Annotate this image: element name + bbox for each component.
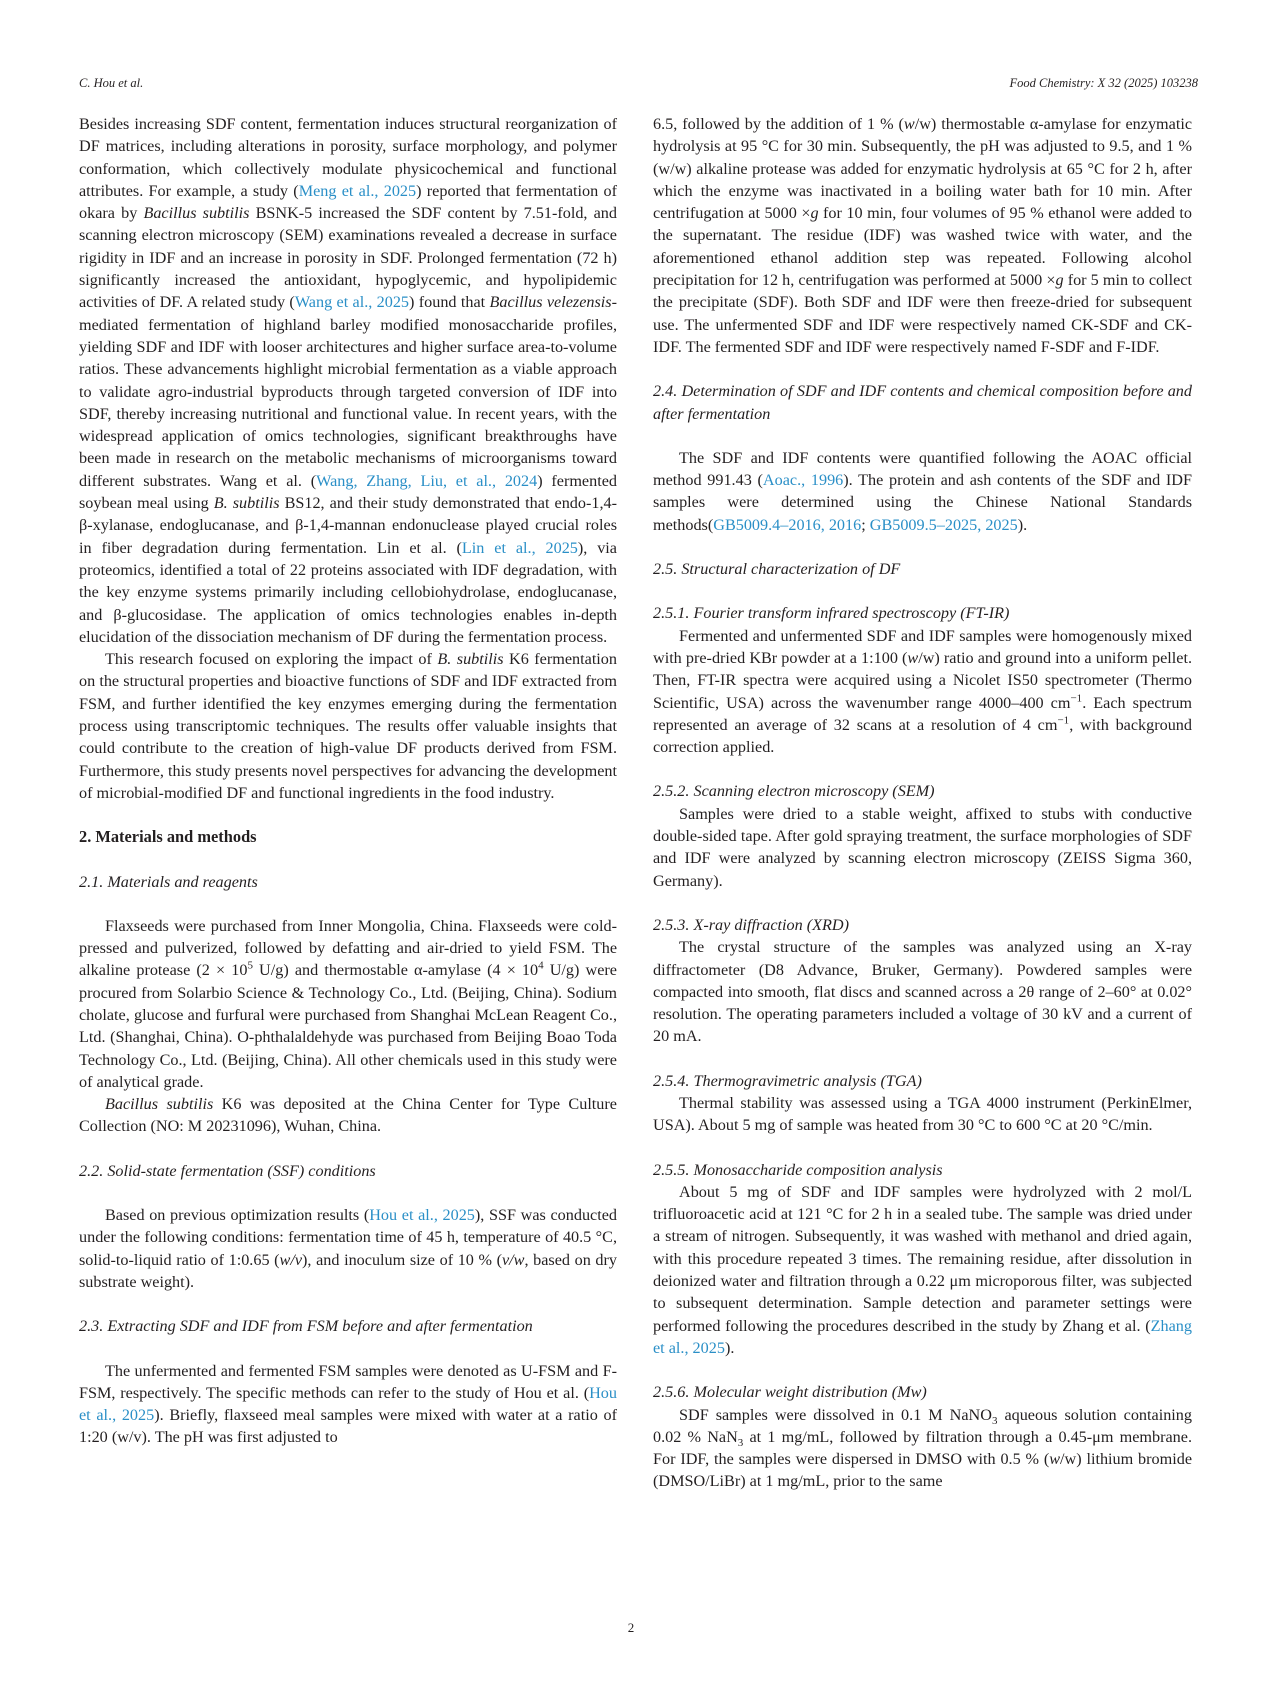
paragraph-strain: Bacillus subtilis K6 was deposited at the China Center for Type Culture Collection (NO: M 20231096), Wuhan, China.	[79, 1095, 617, 1136]
citation-link[interactable]: GB5009.4–2016, 2016	[713, 515, 862, 534]
citation-link[interactable]: Hou et al., 2025	[369, 1206, 475, 1225]
intro-paragraph-2: This research focused on exploring the impact of B. subtilis K6 fermentation on the structural properties and bioactive functions of SDF and IDF extracted from FSM, and further identified the key enzymes emerging during the fermentation process using transcriptomic techniques. The results offer valuable insights that could contribute to the creation of high-value DF products derived from FSM. Furthermore, this study presents novel perspectives for advancing the development of microbial-modified DF and functional ingredients in the food industry.	[79, 650, 617, 802]
paragraph-molecular-weight: SDF samples were dissolved in 0.1 M NaNO$_3$ aqueous solution containing 0.02 % NaN$_3$ at 1 mg/mL, followed by filtration through a 0.45-μm membrane. For IDF, the samples were dispersed in DMSO with 0.5 % (w/w) lithium bromide (DMSO/LiBr) at 1 mg/mL, prior to the same	[653, 1405, 1192, 1491]
subsubsection-heading-2-5-5: 2.5.5. Monosaccharide composition analysis	[653, 1160, 943, 1179]
paragraph-materials: Flaxseeds were purchased from Inner Mongolia, China. Flaxseeds were cold-pressed and pulverized, followed by defatting and air-dried to yield FSM. The alkaline protease ($2 \times 10^5$ U/g) and thermostable α-amylase ($4 \times 10^4$ U/g) were procured from Solarbio Science & Technology Co., Ltd. (Beijing, China). Sodium cholate, glucose and furfural were purchased from Shanghai McLean Reagent Co., Ltd. (Shanghai, China). O-phthalaldehyde was purchased from Beijing Boao Toda Technology Co., Ltd. (Beijing, China). All other chemicals used in this study were of analytical grade.	[79, 916, 617, 1091]
section-heading-materials-methods: 2. Materials and methods	[79, 827, 257, 847]
paragraph-monosaccharide: About 5 mg of SDF and IDF samples were hydrolyzed with 2 mol/L trifluoroacetic acid at 121 °C for 2 h in a sealed tube. The sample was dried under a stream of nitrogen. Subsequently, it was washed with methanol and dried again, with this procedure repeated 3 times. The remaining residue, after dissolution in deionized water and filtration through a 0.22 μm microporous filter, was subjected to subsequent determination. Sample detection and parameter settings were performed following the procedures described in the study by Zhang et al. (Zhang et al., 2025).	[653, 1182, 1192, 1357]
subsection-heading-2-5: 2.5. Structural characterization of DF	[653, 560, 901, 579]
subsection-heading-2-4: 2.4. Determination of SDF and IDF contents and chemical composition before and after fermentation	[653, 382, 1192, 423]
paragraph-tga: Thermal stability was assessed using a TGA 4000 instrument (PerkinElmer, USA). About 5 mg of sample was heated from 30 °C to 600 °C at 20 °C/min.	[653, 1093, 1192, 1135]
paragraph-ssf-conditions: Based on previous optimization results (Hou et al., 2025), SSF was conducted under the following conditions: fermentation time of 45 h, temperature of 40.5 °C, solid-to-liquid ratio of 1:0.65 (w/v), and inoculum size of 10 % (v/w, based on dry substrate weight).	[79, 1206, 617, 1291]
paragraph-ftir: Fermented and unfermented SDF and IDF samples were homogenously mixed with pre-dried KBr powder at a 1:100 (w/w) ratio and ground into a uniform pellet. Then, FT-IR spectra were acquired using a Nicolet IS50 spectrometer (Thermo Scientific, USA) across the wavenumber range 4000–400 $cm^{-1}$. Each spectrum represented an average of 32 scans at a resolution of 4 $cm^{-1}$, with background correction applied.	[653, 626, 1193, 757]
subsubsection-heading-2-5-6: 2.5.6. Molecular weight distribution (Mw)	[653, 1383, 927, 1402]
paragraph-extraction-continued: 6.5, followed by the addition of 1 % (w/w) thermostable α-amylase for enzymatic hydrolysis at 95 °C for 30 min. Subsequently, the pH was adjusted to 9.5, and 1 % (w/w) alkaline protease was added for enzymatic hydrolysis at 65 °C for 2 h, after which the enzyme was inactivated in a boiling water bath for 10 min. After centrifugation at 5000 ×g for 10 min, four volumes of 95 % ethanol were added to the supernatant. The residue (IDF) was washed twice with water, and the aforementioned ethanol addition step was repeated. Following alcohol precipitation for 12 h, centrifugation was performed at 5000 ×g for 5 min to collect the precipitate (SDF). Both SDF and IDF were then freeze-dried for subsequent use. The unfermented SDF and IDF were respectively named CK-SDF and CK-IDF. The fermented SDF and IDF were respectively named F-SDF and F-IDF.	[653, 115, 1193, 356]
right-column	[653, 113, 1192, 1493]
intro-paragraph-1: Besides increasing SDF content, fermentation induces structural reorganization of DF matrices, including alterations in porosity, surface morphology, and polymer conformation, which collectively modulate physicochemical and functional attributes. For example, a study (Meng et al., 2025) reported that fermentation of okara by Bacillus subtilis BSNK-5 increased the SDF content by 7.51-fold, and scanning electron microscopy (SEM) examinations revealed a decrease in surface rigidity in IDF and an increase in porosity in SDF. Prolonged fermentation (72 h) significantly increased the antioxidant, hypoglycemic, and hypolipidemic activities of DF. A related study (Wang et al., 2025) found that Bacillus velezensis-mediated fermentation of highland barley modified monosaccharide profiles, yielding SDF and IDF with looser architectures and higher surface area-to-volume ratios. These advancements highlight microbial fermentation as a viable approach to validate agro-industrial byproducts through targeted conversion of IDF into SDF, thereby increasing nutritional and functional value. In recent years, with the widespread application of omics technologies, significant breakthroughs have been made in research on the metabolic mechanisms of microorganisms toward different substrates. Wang et al. (Wang, Zhang, Liu, et al., 2024) fermented soybean meal using B. subtilis BS12, and their study demonstrated that endo-1,4-β-xylanase, endoglucanase, and β-1,4-mannan endonuclease played crucial roles in fiber degradation during fermentation. Lin et al. (Lin et al., 2025), via proteomics, identified a total of 22 proteins associated with IDF degradation, with the key enzyme systems primarily including cellobiohydrolase, endoglucanase, and β-glucosidase. The application of omics technologies enables in-depth elucidation of the dissociation mechanism of DF during the fermentation process.	[79, 115, 618, 646]
running-head-journal: Food Chemistry: X 32 (2025) 103238	[1009, 76, 1198, 90]
citation-link[interactable]: Aoac., 1996	[762, 471, 844, 490]
paragraph-sdf-idf-contents: The SDF and IDF contents were quantified following the AOAC official method 991.43 (Aoac., 1996). The protein and ash contents of the SDF and IDF samples were determined using the Chinese National Standards methods(GB5009.4–2016, 2016; GB5009.5–2025, 2025).	[653, 448, 1192, 534]
paragraph-extraction: The unfermented and fermented FSM samples were denoted as U-FSM and F-FSM, respectively. The specific methods can refer to the study of Hou et al. (Hou et al., 2025). Briefly, flaxseed meal samples were mixed with water at a ratio of 1:20 (w/v). The pH was first adjusted to	[79, 1361, 617, 1447]
paragraph-sem: Samples were dried to a stable weight, affixed to stubs with conductive double-sided tape. After gold spraying treatment, the surface morphologies of SDF and IDF were analyzed by scanning electron microscopy (ZEISS Sigma 360, Germany).	[653, 804, 1192, 890]
left-column	[79, 113, 617, 1449]
subsubsection-heading-2-5-1: 2.5.1. Fourier transform infrared spectroscopy (FT-IR)	[653, 604, 1010, 623]
citation-link[interactable]: Lin et al., 2025	[461, 538, 578, 557]
citation-link[interactable]: Meng et al., 2025	[298, 181, 417, 200]
subsection-heading-2-3: 2.3. Extracting SDF and IDF from FSM before and after fermentation	[79, 1317, 533, 1336]
running-head-authors: C. Hou et al.	[79, 76, 144, 90]
citation-link[interactable]: GB5009.5–2025, 2025	[869, 515, 1018, 534]
subsubsection-heading-2-5-3: 2.5.3. X-ray diffraction (XRD)	[653, 915, 850, 934]
subsection-heading-2-2: 2.2. Solid-state fermentation (SSF) conditions	[79, 1161, 376, 1180]
subsection-heading-2-1: 2.1. Materials and reagents	[79, 872, 258, 891]
subsubsection-heading-2-5-4: 2.5.4. Thermogravimetric analysis (TGA)	[653, 1071, 922, 1090]
page-number: 2	[627, 1620, 635, 1635]
citation-link[interactable]: Zhang et al., 2025	[653, 1316, 1192, 1357]
citation-link[interactable]: Wang, Zhang, Liu, et al., 2024	[316, 471, 538, 490]
subsubsection-heading-2-5-2: 2.5.2. Scanning electron microscopy (SEM)	[653, 782, 935, 801]
citation-link[interactable]: Wang et al., 2025	[294, 293, 410, 312]
paragraph-xrd: The crystal structure of the samples was analyzed using an X-ray diffractometer (D8 Advance, Bruker, Germany). Powdered samples were compacted into smooth, flat discs and scanned across a 2θ range of 2–60° at 0.02° resolution. The operating parameters included a voltage of 30 kV and a current of 20 mA.	[653, 938, 1192, 1046]
citation-link[interactable]: Hou et al., 2025	[79, 1383, 617, 1425]
